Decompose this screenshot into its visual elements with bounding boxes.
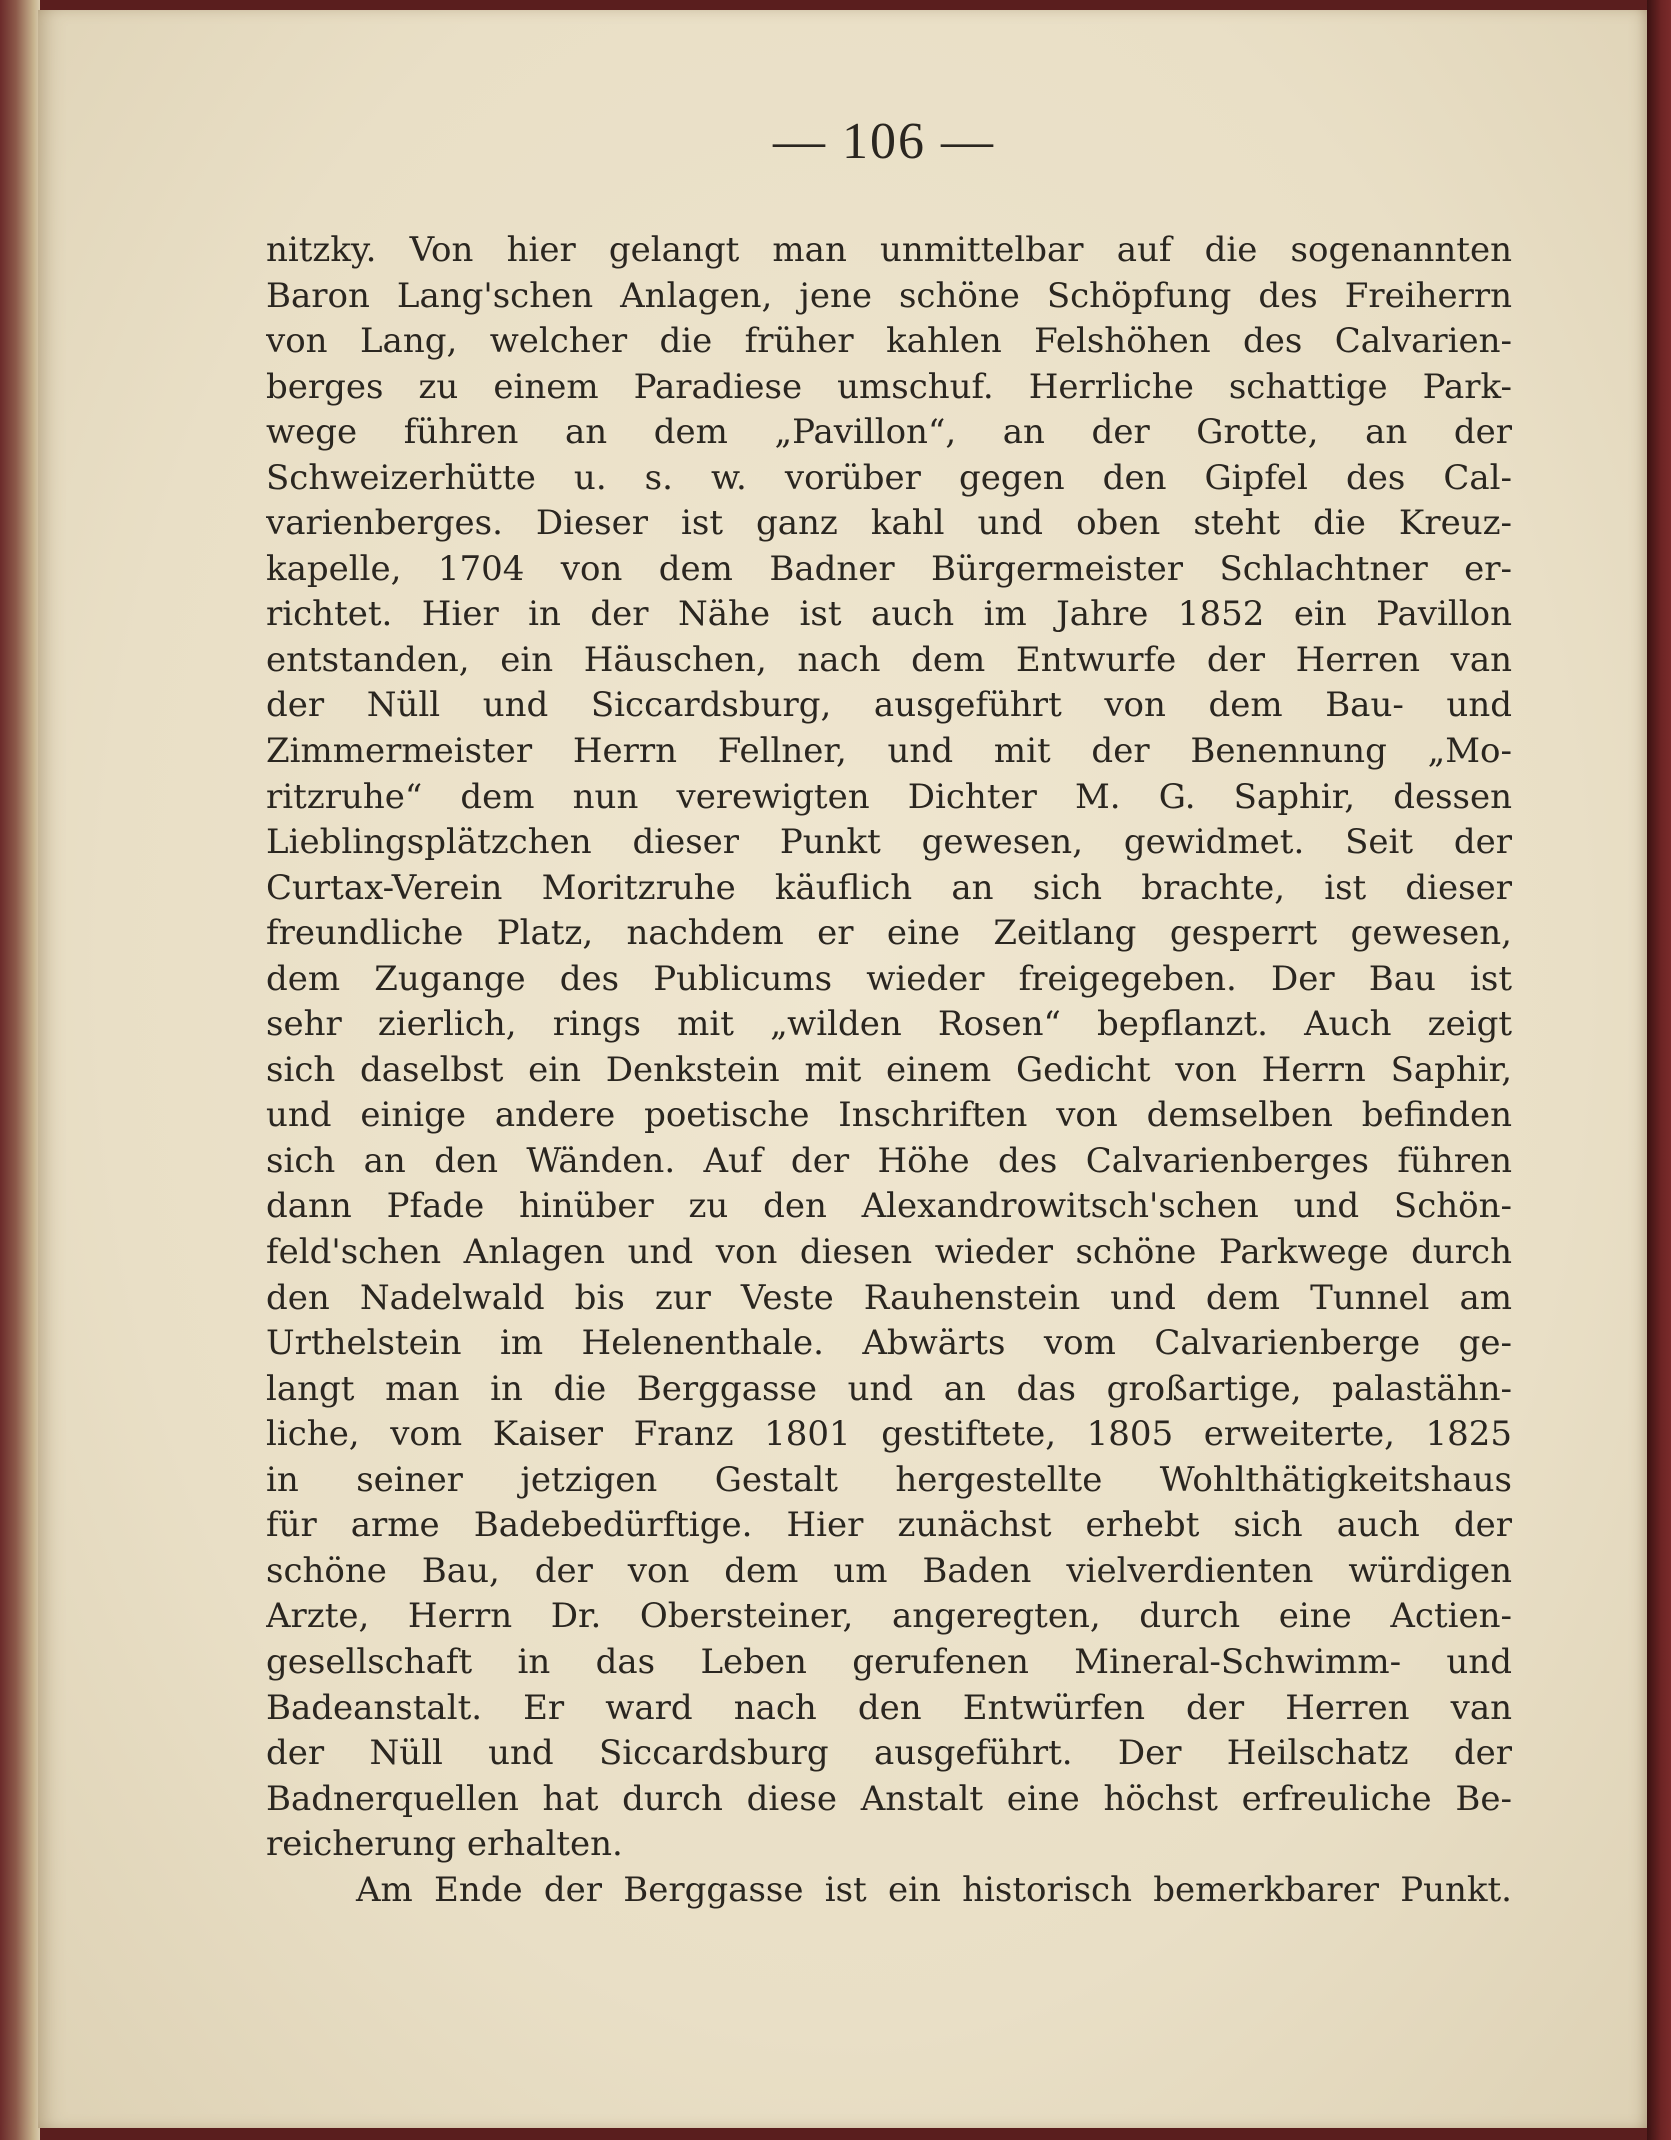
text-line: Arzte, Herrn Dr. Obersteiner, angeregten, durch eine Actien- bbox=[266, 1596, 1512, 1637]
text-line: Baron Lang'schen Anlagen, jene schöne Schöpfung des Freiherrn bbox=[266, 275, 1512, 316]
text-line: der Nüll und Siccardsburg ausgeführt. Der Heilschatz der bbox=[266, 1733, 1512, 1774]
text-line: wege führen an dem „Pavillon“, an der Grotte, an der bbox=[266, 412, 1512, 453]
text-line: gesellschaft in das Leben gerufenen Mineral-Schwimm- und bbox=[266, 1641, 1512, 1682]
text-line: den Nadelwald bis zur Veste Rauhenstein und dem Tunnel am bbox=[266, 1277, 1512, 1318]
text-line: Badeanstalt. Er ward nach den Entwürfen der Herren van bbox=[266, 1687, 1512, 1728]
book-spine bbox=[0, 0, 40, 2140]
text-line: sich daselbst ein Denkstein mit einem Gedicht von Herrn Saphir, bbox=[266, 1049, 1512, 1090]
text-line: für arme Badebedürftige. Hier zunächst erhebt sich auch der bbox=[266, 1505, 1512, 1546]
text-line: dann Pfade hinüber zu den Alexandrowitsch'schen und Schön- bbox=[266, 1186, 1512, 1227]
text-line: liche, vom Kaiser Franz 1801 gestiftete, 1805 erweiterte, 1825 bbox=[266, 1414, 1512, 1455]
text-line: freundliche Platz, nachdem er eine Zeitlang gesperrt gewesen, bbox=[266, 913, 1512, 954]
text-line: Zimmermeister Herrn Fellner, und mit der Benennung „Mo- bbox=[266, 731, 1512, 772]
text-line: Curtax-Verein Moritzruhe käuflich an sich brachte, ist dieser bbox=[266, 867, 1512, 908]
text-line: richtet. Hier in der Nähe ist auch im Jahre 1852 ein Pavillon bbox=[266, 594, 1512, 635]
text-line: langt man in die Berggasse und an das großartige, palastähn- bbox=[266, 1368, 1512, 1409]
text-line: Am Ende der Berggasse ist ein historisch bemerkbarer Punkt. bbox=[356, 1869, 1512, 1910]
text-line: nitzky. Von hier gelangt man unmittelbar auf die sogenannten bbox=[266, 230, 1512, 270]
text-line: Schweizerhütte u. s. w. vorüber gegen den Gipfel des Cal- bbox=[266, 457, 1512, 498]
text-line: Urthelstein im Helenenthale. Abwärts vom Calvarienberge ge- bbox=[266, 1323, 1512, 1364]
text-line: in seiner jetzigen Gestalt hergestellte Wohlthätigkeitshaus bbox=[266, 1459, 1512, 1500]
text-line: schöne Bau, der von dem um Baden vielverdienten würdigen bbox=[266, 1550, 1512, 1591]
text-line: ritzruhe“ dem nun verewigten Dichter M. G. Saphir, dessen bbox=[266, 776, 1512, 817]
page-edge bbox=[1647, 0, 1671, 2140]
text-line: dem Zugange des Publicums wieder freigegeben. Der Bau ist bbox=[266, 958, 1512, 999]
text-line: sehr zierlich, rings mit „wilden Rosen“ bepflanzt. Auch zeigt bbox=[266, 1004, 1512, 1045]
text-line: Badnerquellen hat durch diese Anstalt eine höchst erfreuliche Be- bbox=[266, 1778, 1512, 1819]
text-line: reicherung erhalten. bbox=[266, 1824, 623, 1865]
text-line: kapelle, 1704 von dem Badner Bürgermeister Schlachtner er- bbox=[266, 548, 1512, 589]
text-line: von Lang, welcher die früher kahlen Felshöhen des Calvarien- bbox=[266, 321, 1512, 362]
body-text bbox=[266, 228, 1512, 1913]
text-line: berges zu einem Paradiese umschuf. Herrliche schattige Park- bbox=[266, 366, 1512, 407]
text-line: der Nüll und Siccardsburg, ausgeführt von dem Bau- und bbox=[266, 685, 1512, 726]
page-number: — 106 — bbox=[773, 113, 995, 170]
text-line: feld'schen Anlagen und von diesen wieder schöne Parkwege durch bbox=[266, 1232, 1512, 1273]
text-line: und einige andere poetische Inschriften von demselben befinden bbox=[266, 1095, 1512, 1136]
text-line: sich an den Wänden. Auf der Höhe des Calvarienberges führen bbox=[266, 1140, 1512, 1181]
text-line: varienberges. Dieser ist ganz kahl und oben steht die Kreuz- bbox=[266, 503, 1512, 544]
text-line: Lieblingsplätzchen dieser Punkt gewesen, gewidmet. Seit der bbox=[266, 822, 1512, 863]
text-line: entstanden, ein Häuschen, nach dem Entwurfe der Herren van bbox=[266, 639, 1512, 680]
